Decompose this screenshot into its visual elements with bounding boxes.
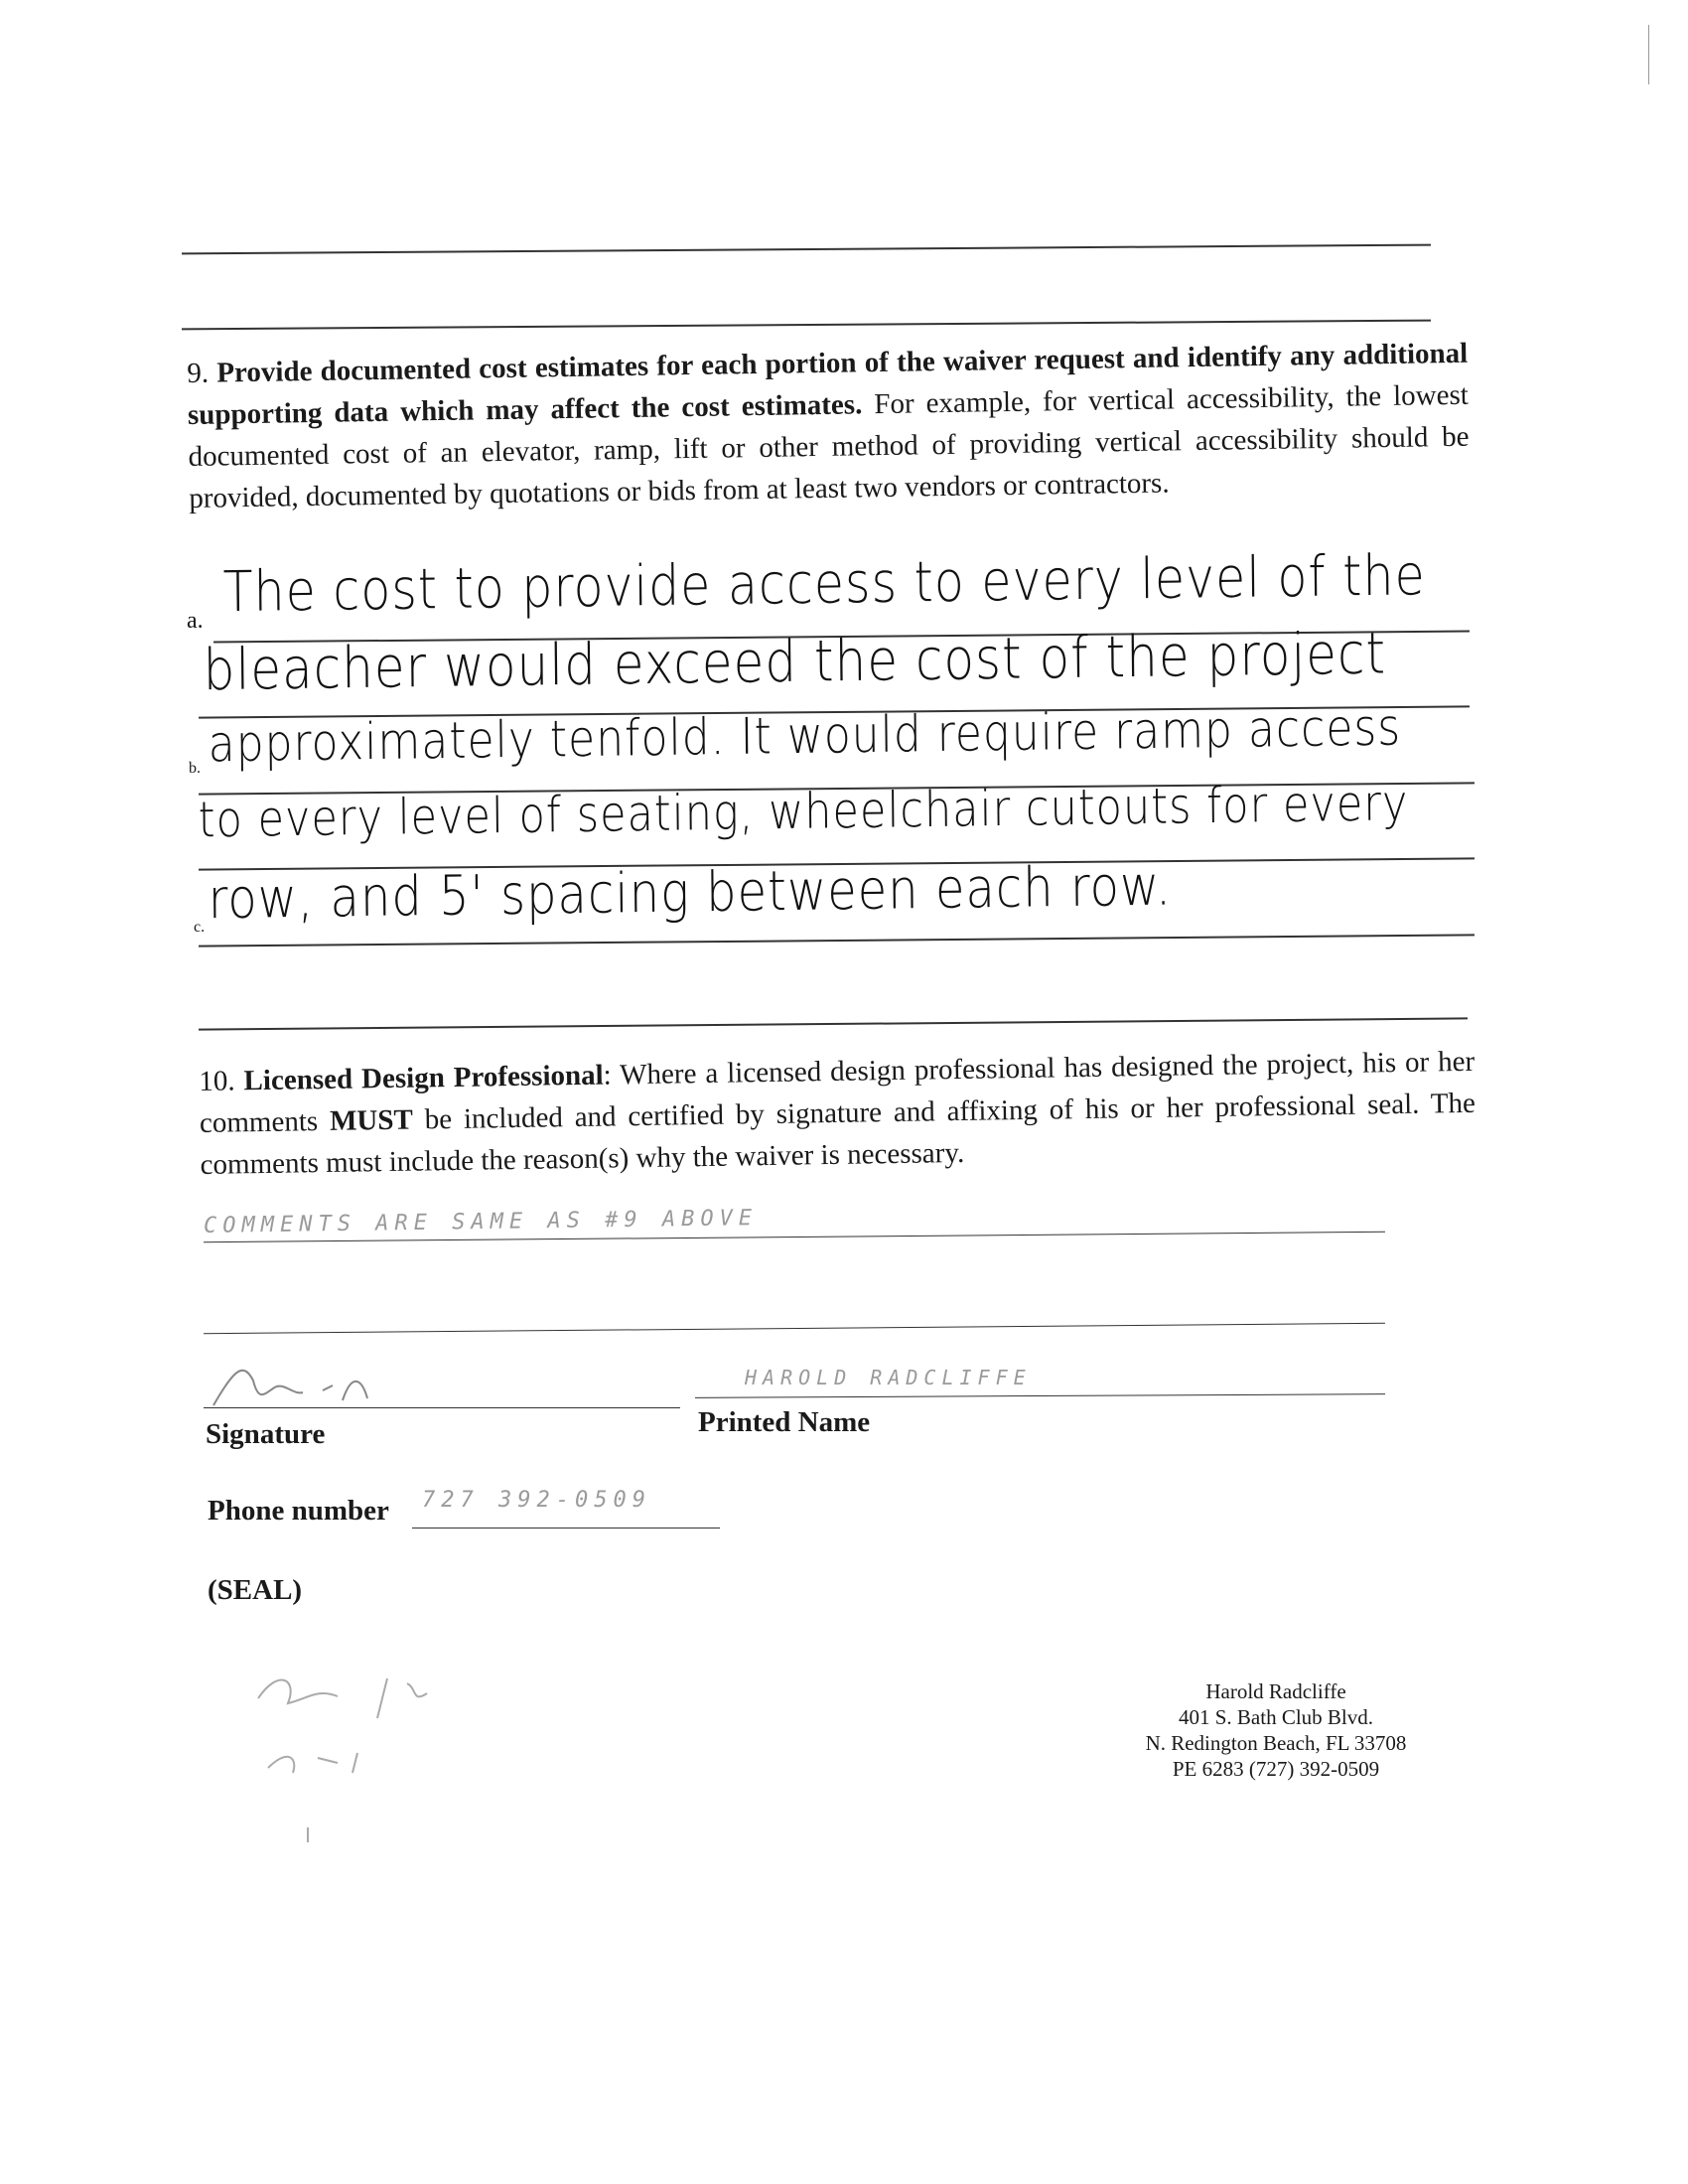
handwritten-answer-line: to every level of seating, wheelchair cutouts for every — [198, 775, 1409, 849]
handwritten-answer-line: approximately tenfold. It would require ramp access — [208, 698, 1402, 774]
marker-b: b. — [189, 760, 201, 777]
comments-line-2 — [204, 1323, 1385, 1334]
phone-line — [412, 1528, 720, 1529]
handwritten-answer-line: row, and 5' spacing between each row. — [208, 853, 1173, 932]
signature-label: Signature — [206, 1418, 326, 1450]
printed-name-label: Printed Name — [698, 1406, 871, 1438]
handwritten-answer-line: The cost to provide access to every level of the — [222, 542, 1427, 625]
question-bold-text: Provide documented cost estimates for each portion of the waiver request and identify any additional supporting data which may affect the cost estimates. — [187, 337, 1469, 431]
phone-value: 727 392-0509 — [422, 1488, 651, 1513]
signature-scribble — [204, 1351, 462, 1420]
question-number: 10. — [199, 1065, 235, 1097]
blank-line-2 — [182, 320, 1431, 331]
printed-name-line — [695, 1393, 1385, 1398]
phone-label: Phone number — [208, 1495, 389, 1527]
answer-line-6 — [199, 1017, 1468, 1030]
scan-edge-mark — [1648, 25, 1649, 84]
question-body-text: : Where a licensed design professional has designed the project, his or her comments — [199, 1045, 1476, 1139]
marker-c: c. — [194, 919, 206, 936]
stamp-license-phone: PE 6283 (727) 392-0509 — [1172, 1757, 1380, 1781]
handwritten-answer-line: bleacher would exceed the cost of the project — [203, 620, 1387, 703]
question-number: 9. — [187, 357, 210, 389]
seal-label: (SEAL) — [208, 1574, 303, 1606]
stamp-name: Harold Radcliffe — [1205, 1679, 1346, 1703]
signature-line — [204, 1407, 680, 1408]
seal-signature-scribble — [238, 1659, 496, 1847]
blank-line-1 — [182, 244, 1431, 255]
question-body-text: For example, for vertical accessibility, the lowest documented cost of an elevator, ramp, lift or other method of providing vertical accessibility should be provided, documented by quotations or bids from at least two vendors or contractors. — [188, 378, 1470, 514]
section-10-question — [199, 1041, 1477, 1186]
stamp-address-2: N. Redington Beach, FL 33708 — [1145, 1731, 1407, 1755]
section-9-question — [187, 333, 1470, 519]
question-bold-text: Licensed Design Professional — [243, 1059, 604, 1097]
printed-name-value: HAROLD RADCLIFFE — [745, 1366, 1032, 1389]
marker-a: a. — [187, 608, 204, 634]
must-emphasis: MUST — [329, 1103, 414, 1137]
stamp-address-1: 401 S. Bath Club Blvd. — [1178, 1705, 1374, 1729]
handwritten-comments: COMMENTS ARE SAME AS #9 ABOVE — [203, 1206, 759, 1238]
answer-line-5 — [199, 934, 1475, 946]
professional-stamp — [1112, 1678, 1440, 1782]
question-body-text: be included and certified by signature and affixing of his or her professional seal. The comments must include the reason(s) why the waiver is necessary. — [200, 1087, 1477, 1181]
